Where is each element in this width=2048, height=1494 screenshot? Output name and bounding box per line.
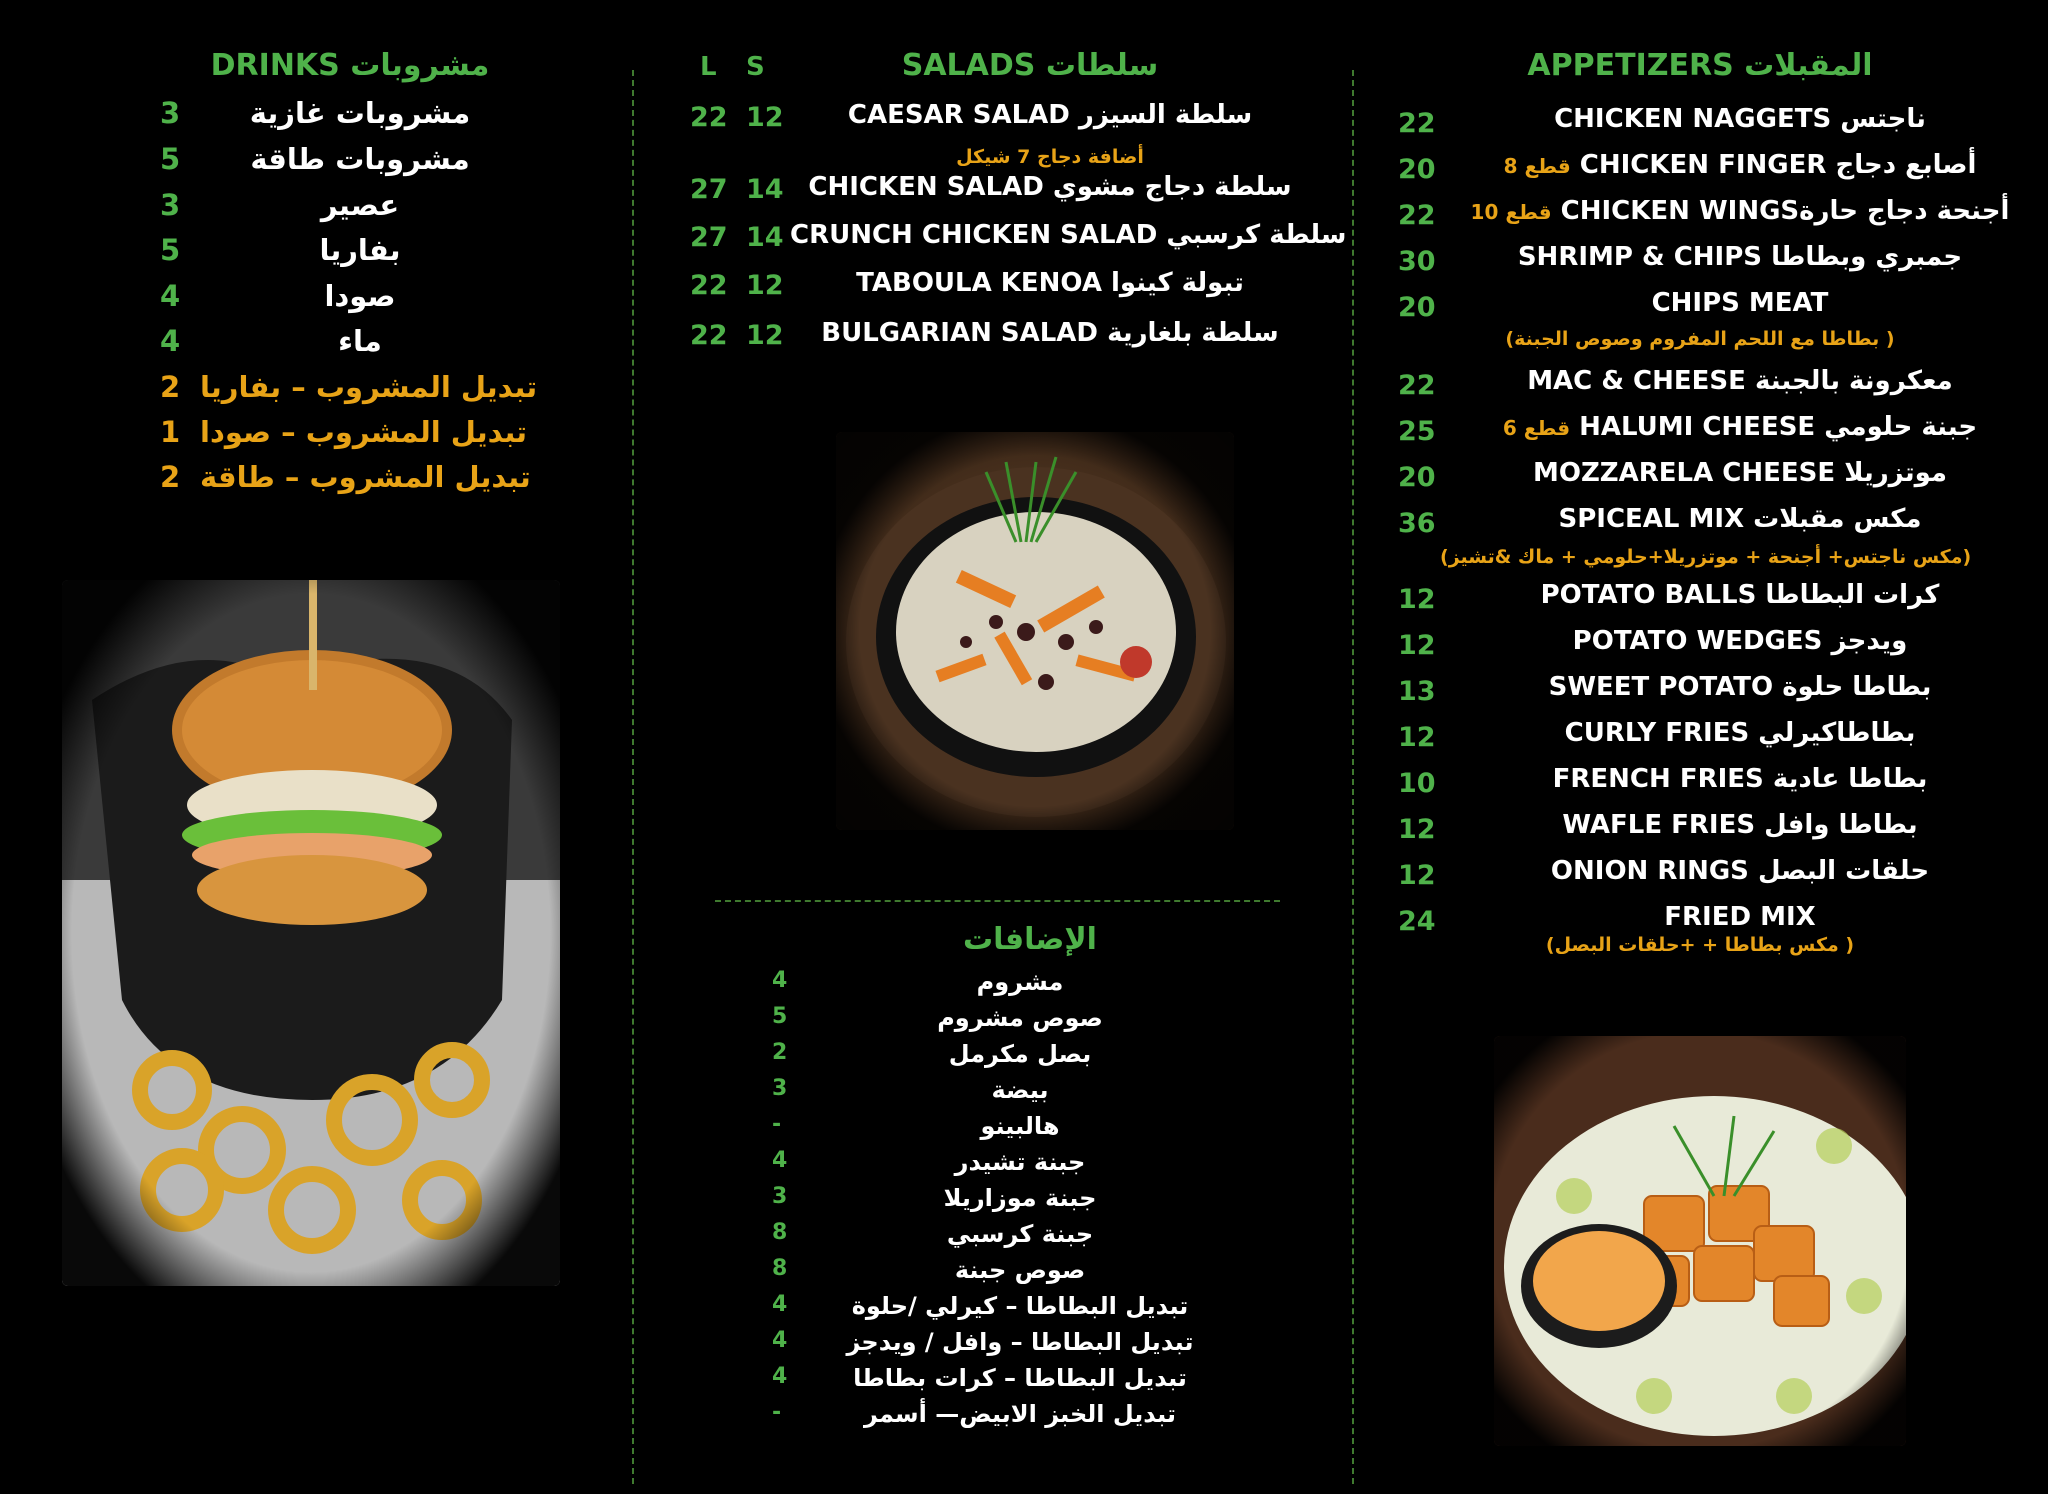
appetizer-pieces: 8 قطع xyxy=(1503,154,1571,178)
appetizer-name xyxy=(1450,412,2030,442)
extra-item xyxy=(760,1184,1220,1220)
extra-item xyxy=(760,1292,1220,1328)
appetizer-name xyxy=(1450,288,2030,318)
appetizer-item xyxy=(1390,288,2030,332)
drink-item xyxy=(150,370,538,414)
appetizer-label: SWEET POTATO بطاطا حلوة xyxy=(1548,672,1932,702)
appetizer-name xyxy=(1450,856,2030,886)
halloumi-photo xyxy=(1494,1036,1906,1446)
salad-photo xyxy=(836,432,1234,830)
salad-price-small: 14 xyxy=(746,222,784,253)
extras-title: الإضافات xyxy=(963,922,1097,957)
appetizer-item xyxy=(1390,580,2030,624)
appetizer-label: FRIED MIX xyxy=(1664,902,1816,932)
burger-photo xyxy=(62,580,560,1286)
extra-price: 4 xyxy=(772,1364,788,1389)
appetizer-name xyxy=(1450,626,2030,656)
drink-item xyxy=(150,188,530,232)
appetizer-item xyxy=(1390,672,2030,716)
drink-item xyxy=(150,415,530,459)
drink-price: 3 xyxy=(160,96,181,130)
drink-price: 2 xyxy=(160,370,181,404)
appetizer-label: POTATO WEDGES ويدجز xyxy=(1572,626,1908,656)
appetizer-price: 20 xyxy=(1398,462,1436,493)
extra-price: 2 xyxy=(772,1040,788,1065)
extra-name: صوص مشروم xyxy=(937,1004,1103,1032)
appetizer-label: WAFLE FRIES بطاطا وافل xyxy=(1562,810,1918,840)
drink-item xyxy=(150,460,530,504)
appetizer-price: 12 xyxy=(1398,860,1436,891)
appetizer-label: HALUMI CHEESE جبنة حلومي xyxy=(1579,412,1978,442)
appetizers-title: APPETIZERS المقبلات xyxy=(1527,48,1873,83)
drink-item xyxy=(150,142,530,186)
appetizer-price: 36 xyxy=(1398,508,1436,539)
appetizer-price: 24 xyxy=(1398,906,1436,937)
appetizer-name xyxy=(1450,580,2030,610)
appetizer-name xyxy=(1450,366,2030,396)
appetizer-price: 22 xyxy=(1398,108,1436,139)
appetizer-item xyxy=(1390,856,2030,900)
appetizer-item xyxy=(1390,764,2030,808)
appetizer-name xyxy=(1450,242,2030,272)
appetizer-note: (بطاطا مع اللحم المفروم وصوص الجبنة ) xyxy=(1505,328,1895,350)
extra-price: 3 xyxy=(772,1184,788,1209)
appetizer-pieces: 6 قطع xyxy=(1502,416,1571,440)
appetizer-label: MAC & CHEESE معكرونة بالجبنة xyxy=(1527,366,1953,396)
appetizer-name xyxy=(1450,764,2030,794)
drink-item xyxy=(150,324,530,368)
salad-price-large: 22 xyxy=(690,270,728,301)
extra-item xyxy=(760,1220,1220,1256)
salad-price-small: 12 xyxy=(746,270,784,301)
salad-name: BULGARIAN SALAD سلطة بلغارية xyxy=(821,318,1279,348)
appetizer-price: 30 xyxy=(1398,246,1436,277)
appetizer-label: CHICKEN NAGGETS ناجتس xyxy=(1554,104,1926,134)
extra-price: 4 xyxy=(772,1292,788,1317)
extra-name: صوص جبنة xyxy=(954,1256,1086,1284)
extra-item xyxy=(760,1148,1220,1184)
drink-price: 5 xyxy=(160,142,181,176)
appetizer-note: (مكس ناجتس+ أجنحة + موتزريلا+حلومي + ماك &تشيز) xyxy=(1440,546,1972,568)
extra-name: تبديل البطاطا – وافل / ويدجز xyxy=(846,1328,1194,1356)
appetizer-label: CURLY FRIES بطاطاكيرلي xyxy=(1564,718,1916,748)
extra-item xyxy=(760,1400,1220,1436)
appetizer-price: 12 xyxy=(1398,584,1436,615)
appetizer-item xyxy=(1390,458,2030,502)
drink-name: بفاريا xyxy=(319,233,401,267)
appetizer-name xyxy=(1450,672,2030,702)
appetizer-price: 22 xyxy=(1398,200,1436,231)
salad-item xyxy=(680,172,1310,216)
appetizer-item xyxy=(1390,366,2030,410)
divider-left xyxy=(632,70,634,1484)
appetizer-label: MOZZARELA CHEESE موتزريلا xyxy=(1532,458,1948,488)
extra-item xyxy=(760,1112,1220,1148)
salad-price-small: 12 xyxy=(746,102,784,133)
salads-title: SALADS سلطات xyxy=(901,48,1159,83)
extra-name: بصل مكرمل xyxy=(948,1040,1092,1068)
extra-name: جبنة كرسبي xyxy=(946,1220,1094,1248)
appetizer-name xyxy=(1450,150,2030,180)
appetizer-name xyxy=(1450,504,2030,534)
extra-item xyxy=(760,1004,1220,1040)
appetizer-item xyxy=(1390,504,2030,548)
drink-name: صودا xyxy=(324,279,396,313)
extra-item xyxy=(760,1328,1220,1364)
appetizer-item xyxy=(1390,150,2030,194)
appetizer-price: 20 xyxy=(1398,292,1436,323)
appetizer-label: POTATO BALLS كرات البطاطا xyxy=(1540,580,1940,610)
divider-salads-extras xyxy=(715,900,1280,902)
appetizer-label: CHICKEN FINGER أصابع دجاج xyxy=(1579,150,1977,180)
appetizer-price: 22 xyxy=(1398,370,1436,401)
appetizer-price: 12 xyxy=(1398,722,1436,753)
salad-price-large: 27 xyxy=(690,222,728,253)
appetizer-label: CHICKEN WINGSأجنحة دجاج حارة xyxy=(1560,196,2010,226)
appetizer-name xyxy=(1450,104,2030,134)
extra-item xyxy=(760,1040,1220,1076)
appetizer-note: (مكس بطاطا + +حلقات البصل ) xyxy=(1545,934,1855,956)
extra-name: مشروم xyxy=(976,968,1064,996)
drink-name: مشروبات غازية xyxy=(249,96,471,130)
appetizer-label: SHRIMP & CHIPS جمبري وبطاطا xyxy=(1517,242,1963,272)
salads-col-l: L xyxy=(700,52,717,82)
salad-note: أضافة دجاج 7 شيكل xyxy=(956,146,1144,168)
drink-name: ماء xyxy=(338,324,382,358)
salads-col-s: S xyxy=(746,52,765,82)
drink-price: 2 xyxy=(160,460,181,494)
salad-item xyxy=(680,268,1310,312)
extra-name: تبديل الخبز الابيض— أسمر xyxy=(864,1400,1176,1428)
extra-item xyxy=(760,1256,1220,1292)
extra-item xyxy=(760,1364,1220,1400)
extra-name: جبنة موزاريلا xyxy=(943,1184,1097,1212)
drinks-title: DRINKS مشروبات xyxy=(210,48,490,83)
salad-name: CAESAR SALAD سلطة السيزر xyxy=(847,100,1253,130)
appetizer-label: CHIPS MEAT xyxy=(1651,288,1829,318)
drink-name: عصير xyxy=(320,188,400,222)
appetizer-item xyxy=(1390,196,2030,240)
extra-price: 5 xyxy=(772,1004,788,1029)
appetizer-item xyxy=(1390,626,2030,670)
drink-name: تبديل المشروب – بفاريا xyxy=(200,370,538,404)
drink-price: 4 xyxy=(160,324,181,358)
drink-item xyxy=(150,233,530,277)
extra-price: - xyxy=(772,1400,782,1425)
drink-price: 5 xyxy=(160,233,181,267)
appetizer-price: 25 xyxy=(1398,416,1436,447)
appetizer-item xyxy=(1390,242,2030,286)
extra-item xyxy=(760,968,1220,1004)
appetizer-name xyxy=(1450,810,2030,840)
extra-name: بيضة xyxy=(991,1076,1049,1104)
drink-name: تبديل المشروب – طاقة xyxy=(200,460,531,494)
salad-price-small: 12 xyxy=(746,320,784,351)
appetizer-label: SPICEAL MIX مكس مقبلات xyxy=(1558,504,1922,534)
appetizer-price: 12 xyxy=(1398,630,1436,661)
salad-item xyxy=(680,100,1310,144)
appetizer-item xyxy=(1390,718,2030,762)
salad-name: CHICKEN SALAD سلطة دجاج مشوي xyxy=(808,172,1292,202)
drink-item xyxy=(150,279,530,323)
extra-price: 4 xyxy=(772,1148,788,1173)
appetizer-name xyxy=(1450,458,2030,488)
extra-name: جبنة تشيدر xyxy=(954,1148,1086,1176)
appetizer-label: FRENCH FRIES بطاطا عادية xyxy=(1552,764,1928,794)
extra-item xyxy=(760,1076,1220,1112)
appetizer-item xyxy=(1390,810,2030,854)
appetizer-price: 10 xyxy=(1398,768,1436,799)
appetizer-price: 12 xyxy=(1398,814,1436,845)
drink-name: مشروبات طاقة xyxy=(250,142,470,176)
drink-price: 4 xyxy=(160,279,181,313)
salad-price-large: 22 xyxy=(690,320,728,351)
salad-price-large: 27 xyxy=(690,174,728,205)
extra-price: 8 xyxy=(772,1220,788,1245)
divider-right xyxy=(1352,70,1354,1484)
drink-item xyxy=(150,96,530,140)
appetizer-label: ONION RINGS حلقات البصل xyxy=(1550,856,1930,886)
appetizer-name xyxy=(1450,718,2030,748)
salad-name: CRUNCH CHICKEN SALAD سلطة كرسبي xyxy=(790,220,1347,250)
appetizer-name xyxy=(1450,902,2030,932)
extra-name: تبديل البطاطا – كرات بطاطا xyxy=(853,1364,1187,1392)
extra-price: 8 xyxy=(772,1256,788,1281)
salad-price-large: 22 xyxy=(690,102,728,133)
salad-name: TABOULA KENOA تبولة كينوا xyxy=(856,268,1244,298)
extra-price: 3 xyxy=(772,1076,788,1101)
extra-price: 4 xyxy=(772,968,788,993)
drink-price: 3 xyxy=(160,188,181,222)
salad-item xyxy=(680,220,1347,264)
appetizer-pieces: 10 قطع xyxy=(1470,200,1552,224)
extra-price: 4 xyxy=(772,1328,788,1353)
appetizer-price: 20 xyxy=(1398,154,1436,185)
salad-item xyxy=(680,318,1310,362)
appetizer-name xyxy=(1450,196,2030,226)
appetizer-price: 13 xyxy=(1398,676,1436,707)
extra-price: - xyxy=(772,1112,782,1137)
salad-price-small: 14 xyxy=(746,174,784,205)
appetizer-item xyxy=(1390,412,2030,456)
appetizer-item xyxy=(1390,104,2030,148)
drink-name: تبديل المشروب – صودا xyxy=(200,415,528,449)
extra-name: هالبينو xyxy=(980,1112,1060,1140)
drink-price: 1 xyxy=(160,415,181,449)
extra-name: تبديل البطاطا – كيرلي /حلوة xyxy=(851,1292,1189,1320)
